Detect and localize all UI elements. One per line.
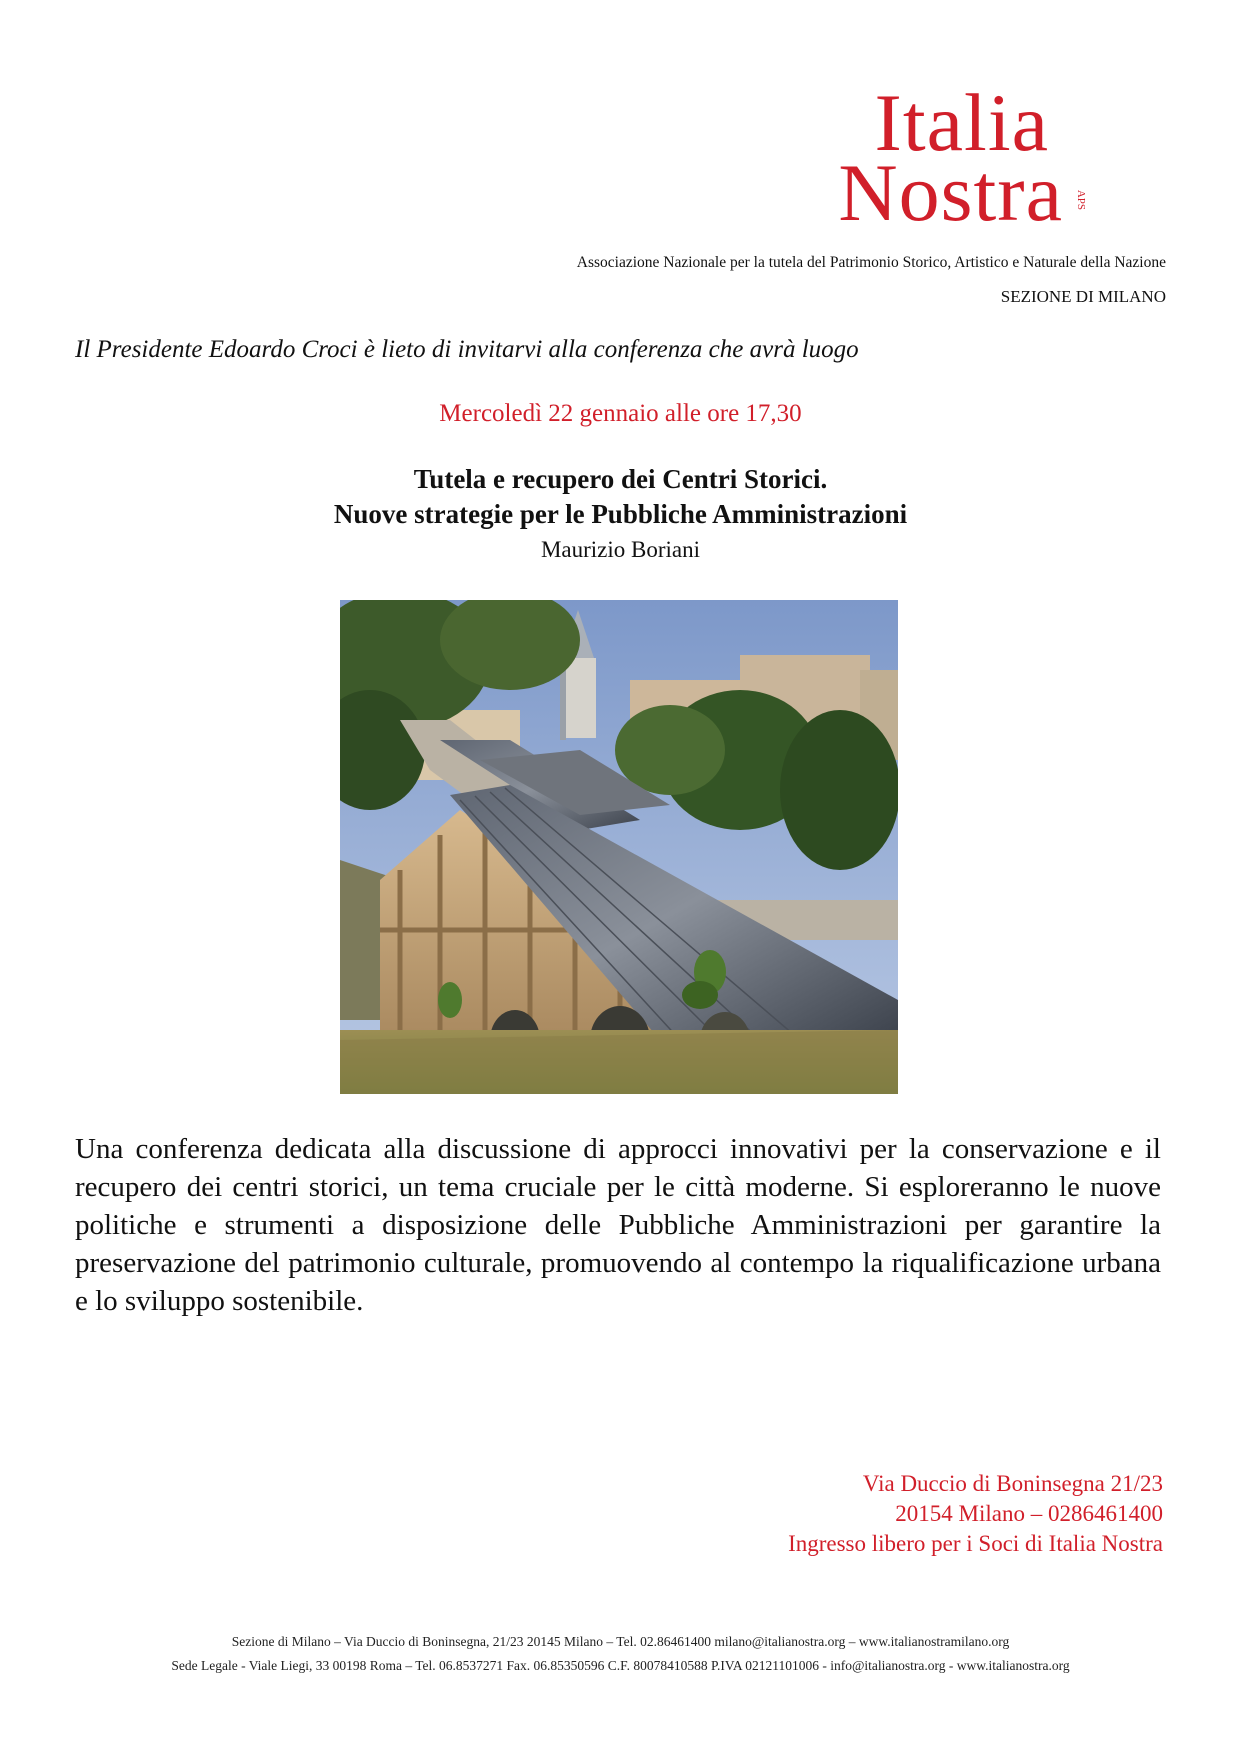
title-line-2: Nuove strategie per le Pubbliche Amministrazioni bbox=[333, 499, 908, 529]
logo-word-nostra: Nostra bbox=[838, 147, 1063, 238]
footer-line-2: Sede Legale - Viale Liegi, 33 00198 Roma – Tel. 06.8537271 Fax. 06.85350596 C.F. 80078410588 P.IVA 02121101006 - info@italianostra.org - www.italianostra.org bbox=[171, 1658, 1070, 1673]
venue-access-note: Ingresso libero per i Soci di Italia Nostra bbox=[788, 1531, 1163, 1556]
title-line-1: Tutela e recupero dei Centri Storici. bbox=[413, 464, 828, 494]
invitation-intro: Il Presidente Edoardo Croci è lieto di invitarvi alla conferenza che avrà luogo bbox=[75, 336, 859, 363]
venue-city-phone: 20154 Milano – 0286461400 bbox=[895, 1501, 1163, 1526]
historic-stairway-photo bbox=[340, 600, 898, 1094]
section-label: SEZIONE DI MILANO bbox=[1000, 287, 1166, 306]
italia-nostra-logo bbox=[767, 77, 1087, 242]
venue-street: Via Duccio di Boninsegna 21/23 bbox=[862, 1471, 1163, 1496]
logo-word-italia: Italia bbox=[874, 77, 1049, 168]
conference-title bbox=[0, 462, 1241, 532]
speaker-name: Maurizio Boriani bbox=[540, 537, 701, 562]
association-subtitle: Associazione Nazionale per la tutela del Patrimonio Storico, Artistico e Naturale della Nazione bbox=[576, 254, 1166, 271]
conference-description: Una conferenza dedicata alla discussione di approcci innovativi per la conservazione e il recupero dei centri storici, un tema cruciale per le città moderne. Si esploreranno le nuove politiche e strumenti a disposizione delle Pubbliche Amministrazioni per garantire la preservazione del patrimonio culturale, promuovendo al contempo la riqualificazione urbana e lo sviluppo sostenibile. bbox=[75, 1133, 1161, 1317]
footer-line-1: Sezione di Milano – Via Duccio di Boninsegna, 21/23 20145 Milano – Tel. 02.86461400 milano@italianostra.org – www.italianostramilano.org bbox=[231, 1634, 1010, 1649]
page-footer bbox=[0, 1630, 1241, 1678]
logo-aps-suffix: APS bbox=[1075, 189, 1087, 210]
venue-address bbox=[788, 1469, 1163, 1559]
event-date: Mercoledì 22 gennaio alle ore 17,30 bbox=[439, 400, 802, 427]
